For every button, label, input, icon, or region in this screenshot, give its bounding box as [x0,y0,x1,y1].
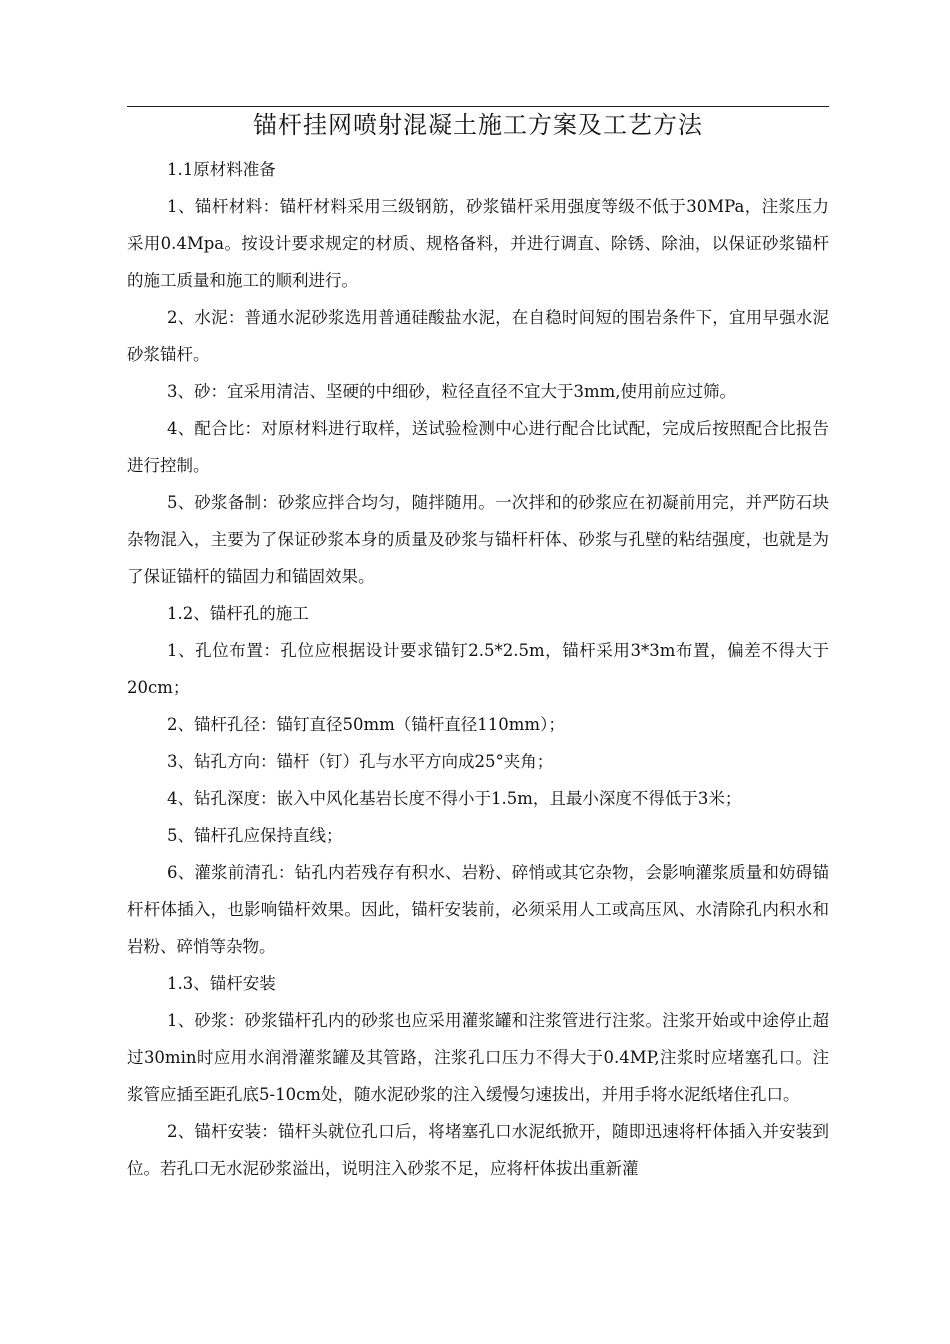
paragraph: 5、砂浆备制：砂浆应拌合均匀，随拌随用。一次拌和的砂浆应在初凝前用完，并严防石块杂物混入，主要为了保证砂浆本身的质量及砂浆与锚杆杆体、砂浆与孔壁的粘结强度，也就是为了保证锚杆的锚固力和锚固效果。 [127,493,829,586]
paragraph: 2、锚杆孔径：锚钉直径50mm（锚杆直径110mm）； [167,715,565,734]
paragraph: 1、锚杆材料：锚杆材料采用三级钢筋，砂浆锚杆采用强度等级不低于30MPa，注浆压力采用0.4Mpa。按设计要求规定的材质、规格备料，并进行调直、除锈、除油，以保证砂浆锚杆的施工质量和施工的顺利进行。 [127,197,829,290]
document-title: 锚杆挂网喷射混凝土施工方案及工艺方法 [253,111,703,139]
paragraph: 5、锚杆孔应保持直线； [167,826,343,845]
document-body [127,151,829,1187]
paragraph: 6、灌浆前清孔：钻孔内若残存有积水、岩粉、碎悄或其它杂物，会影响灌浆质量和妨碍锚杆杆体插入，也影响锚杆效果。因此，锚杆安装前，必须采用人工或高压风、水清除孔内积水和岩粉、碎悄等杂物。 [127,863,829,956]
paragraph: 1、砂浆：砂浆锚杆孔内的砂浆也应采用灌浆罐和注浆管进行注浆。注浆开始或中途停止超过30min时应用水润滑灌浆罐及其管路，注浆孔口压力不得大于0.4MP,注浆时应堵塞孔口。注浆管应插至距孔底5-10cm处，随水泥砂浆的注入缓慢匀速拔出，并用手将水泥纸堵住孔口。 [127,1011,829,1104]
paragraph: 2、锚杆安装：锚杆头就位孔口后，将堵塞孔口水泥纸掀开，随即迅速将杆体插入并安装到位。若孔口无水泥砂浆溢出，说明注入砂浆不足，应将杆体拔出重新灌 [127,1122,829,1178]
section-heading-1-1: 1.1原材料准备 [167,160,276,179]
paragraph: 3、砂：宜采用清洁、坚硬的中细砂，粒径直径不宜大于3mm,使用前应过筛。 [167,382,737,401]
paragraph: 4、配合比：对原材料进行取样，送试验检测中心进行配合比试配，完成后按照配合比报告进行控制。 [127,419,829,475]
paragraph: 2、水泥：普通水泥砂浆选用普通硅酸盐水泥，在自稳时间短的围岩条件下，宜用早强水泥砂浆锚杆。 [127,308,829,364]
header-rule [127,106,829,107]
section-heading-1-3: 1.3、锚杆安装 [167,974,276,993]
paragraph: 4、钻孔深度：嵌入中风化基岩长度不得小于1.5m，且最小深度不得低于3米； [167,789,742,808]
paragraph: 3、钻孔方向：锚杆（钉）孔与水平方向成25°夹角； [167,752,554,771]
section-heading-1-2: 1.2、锚杆孔的施工 [167,604,309,623]
paragraph: 1、孔位布置：孔位应根据设计要求锚钉2.5*2.5m，锚杆采用3*3m布置，偏差不得大于20cm； [127,641,829,697]
